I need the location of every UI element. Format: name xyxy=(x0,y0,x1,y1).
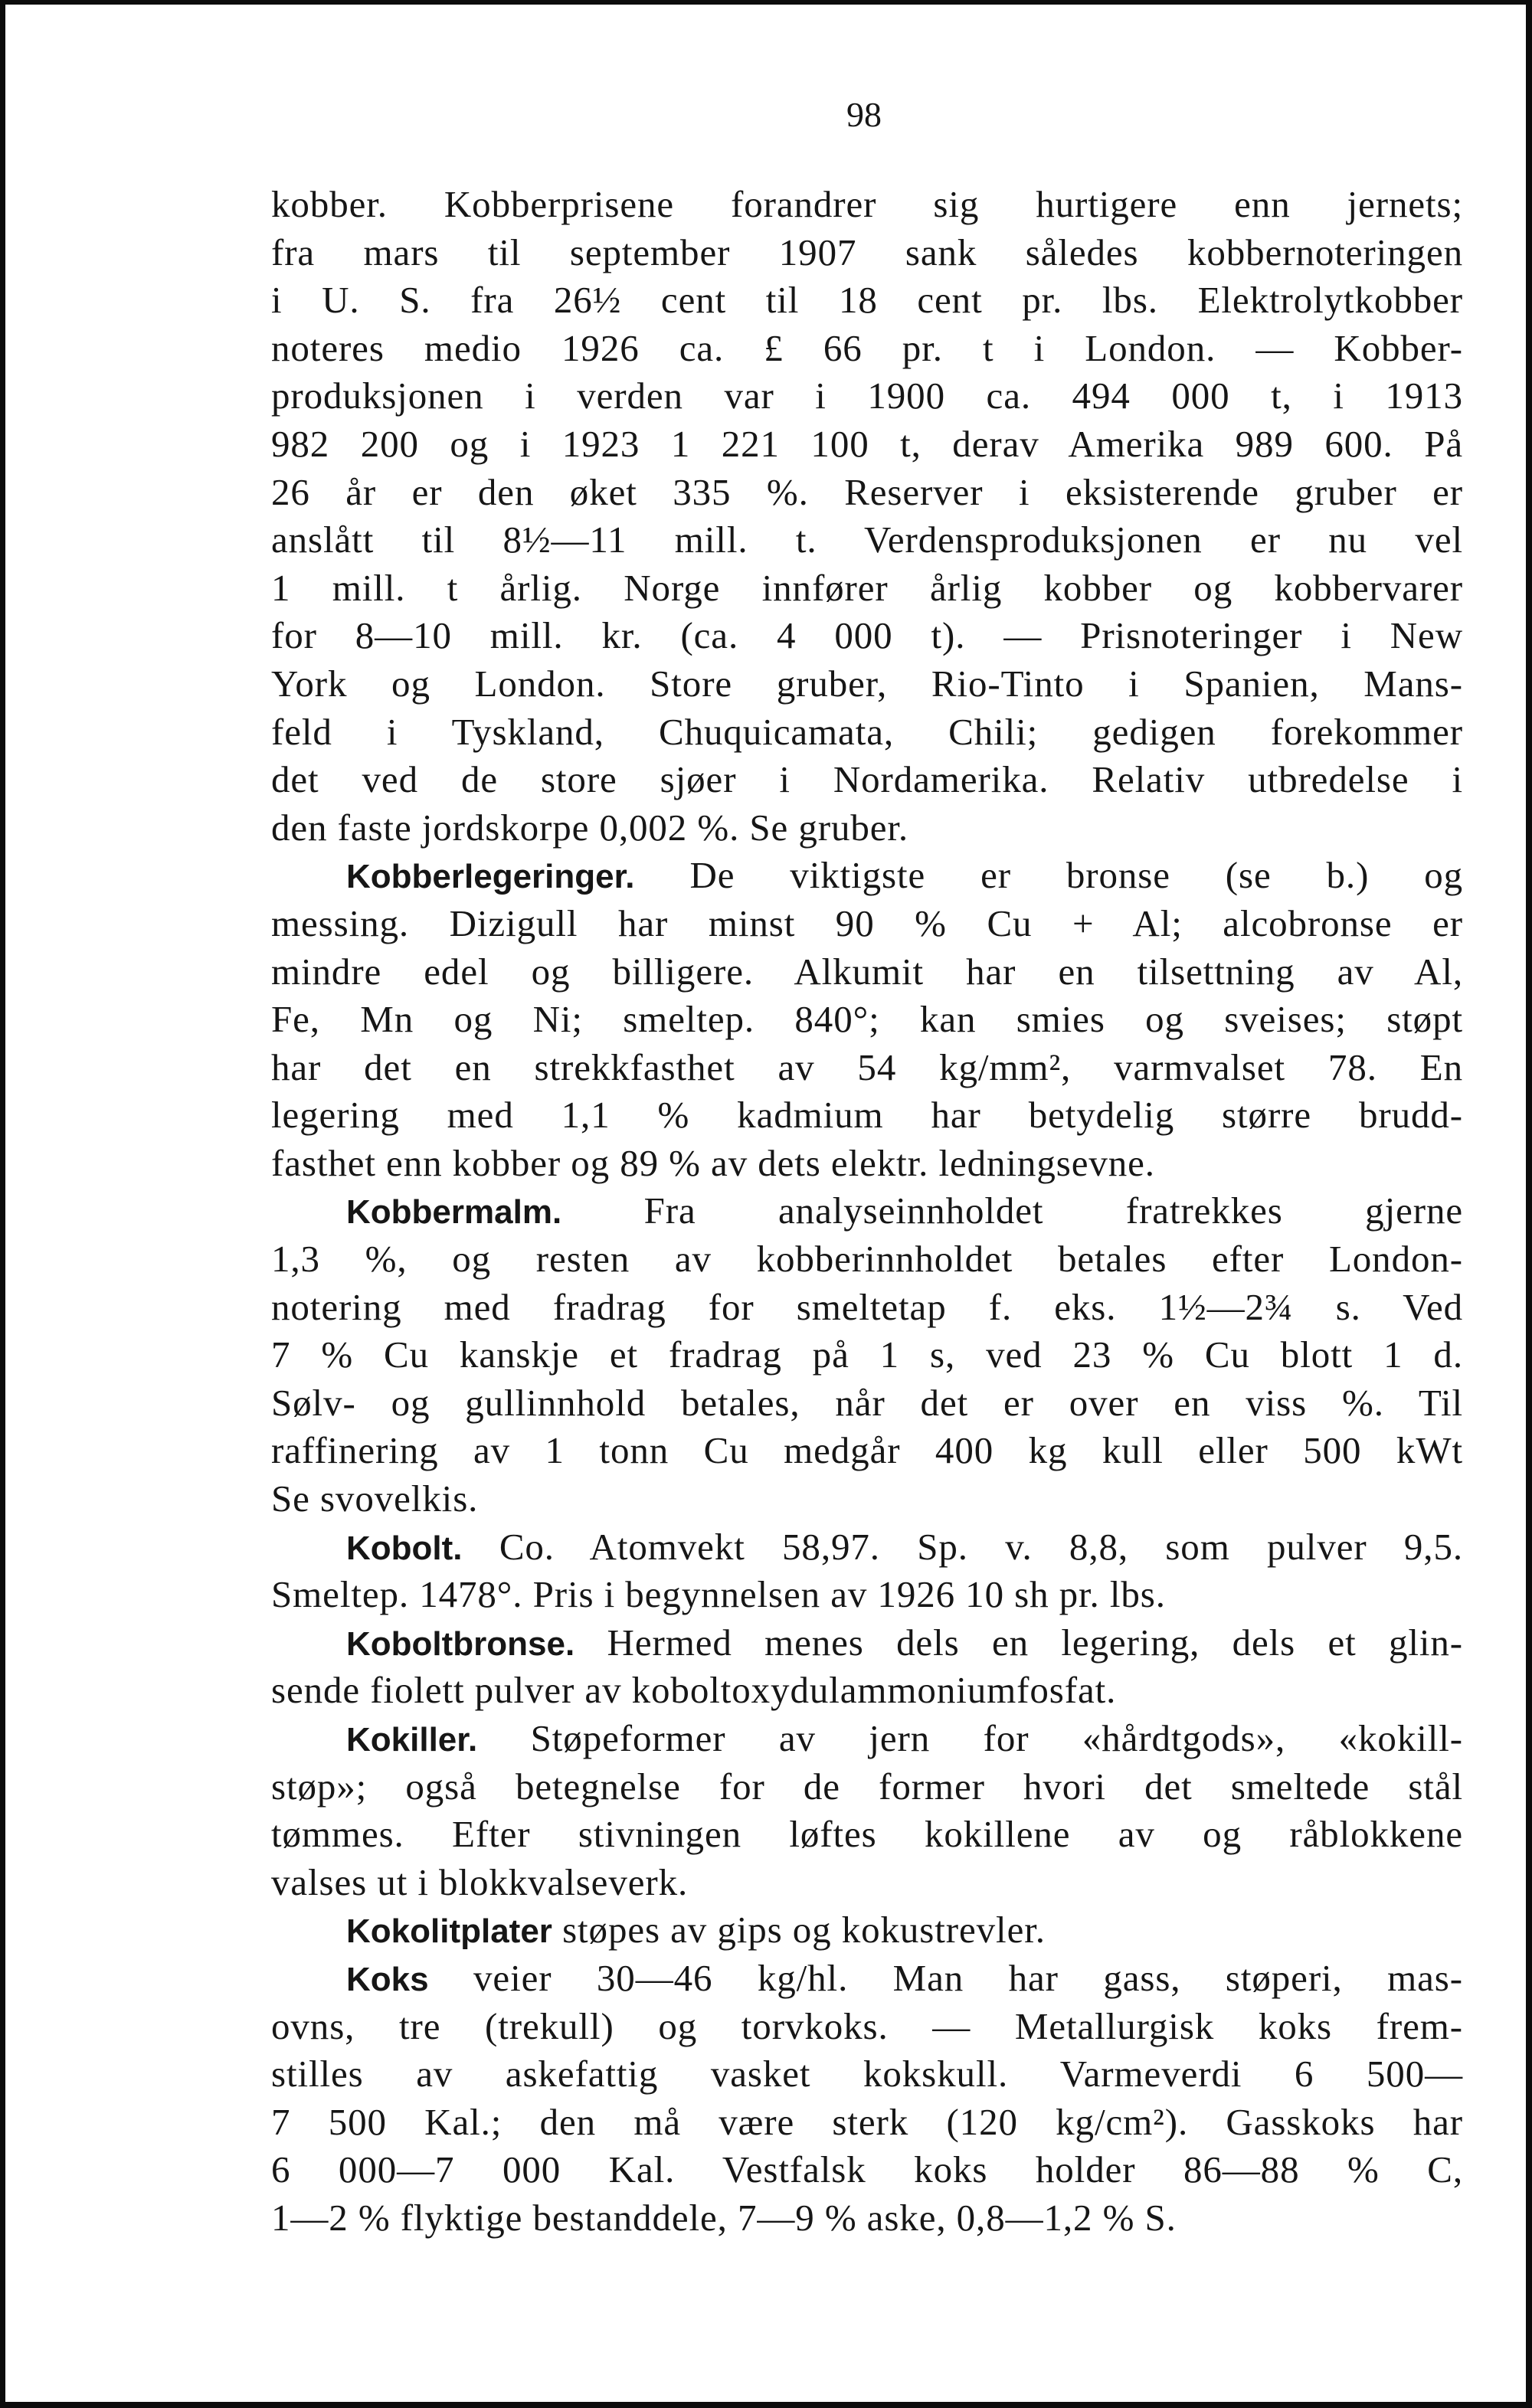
line-text: De viktigste er bronse (se b.) og xyxy=(634,854,1463,897)
text-line xyxy=(271,1187,1463,1235)
line-text: fra mars til september 1907 sank således kobbernoteringen xyxy=(271,231,1463,273)
text-line xyxy=(271,1044,1463,1092)
entry-headword: Koks xyxy=(346,1960,429,1998)
line-text: støpes av gips og kokustrevler. xyxy=(552,1909,1046,1952)
page-number: 98 xyxy=(846,95,882,134)
line-text: Hermed menes dels en legering, dels et glin- xyxy=(574,1621,1463,1664)
text-line xyxy=(271,1763,1463,1811)
line-text: Se svovelkis. xyxy=(271,1477,479,1520)
line-text: raffinering av 1 tonn Cu medgår 400 kg kull eller 500 kWt xyxy=(271,1429,1463,1472)
text-line xyxy=(271,804,1463,852)
text-line xyxy=(271,1235,1463,1284)
line-text: legering med 1,1 % kadmium har betydelig større brudd- xyxy=(271,1094,1463,1137)
line-text: noteres medio 1926 ca. £ 66 pr. t i London. — Kobber- xyxy=(271,326,1463,369)
text-line xyxy=(271,1523,1463,1572)
line-text: 7 % Cu kanskje et fradrag på 1 s, ved 23 % Cu blott 1 d. xyxy=(271,1333,1463,1376)
line-text: stilles av askefattig vasket kokskull. Varmeverdi 6 500— xyxy=(271,2053,1463,2096)
text-line xyxy=(271,2146,1463,2194)
text-line xyxy=(271,1715,1463,1763)
line-text: York og London. Store gruber, Rio-Tinto i Spanien, Mans- xyxy=(271,662,1463,705)
line-text: Sølv- og gullinnhold betales, når det er over en viss %. Til xyxy=(271,1381,1463,1424)
line-text: tømmes. Efter stivningen løftes kokillene av og råblokkene xyxy=(271,1813,1463,1856)
text-line xyxy=(271,2003,1463,2051)
text-line xyxy=(271,996,1463,1044)
text-line xyxy=(271,1475,1463,1523)
text-body xyxy=(271,181,1463,2243)
text-line xyxy=(271,660,1463,708)
text-line xyxy=(271,564,1463,613)
line-text: feld i Tyskland, Chuquicamata, Chili; gedigen forekommer xyxy=(271,710,1463,753)
text-line xyxy=(271,756,1463,804)
line-text: 1 mill. t årlig. Norge innfører årlig kobber og kobbervarer xyxy=(271,566,1463,609)
line-text: messing. Dizigull har minst 90 % Cu + Al; alcobronse er xyxy=(271,901,1463,944)
line-text: 1—2 % flyktige bestanddele, 7—9 % aske, 0,8—1,2 % S. xyxy=(271,2196,1177,2239)
line-text: ovns, tre (trekull) og torvkoks. — Metallurgisk koks frem- xyxy=(271,2004,1463,2047)
text-line xyxy=(271,1906,1463,1955)
text-line xyxy=(271,469,1463,517)
text-line xyxy=(271,948,1463,996)
line-text: Støpeformer av jern for «hårdtgods», «kokill- xyxy=(477,1717,1463,1759)
text-line xyxy=(271,276,1463,325)
scan-border-bottom xyxy=(0,2402,1532,2408)
text-line xyxy=(271,420,1463,469)
line-text: 6 000—7 000 Kal. Vestfalsk koks holder 86—88 % C, xyxy=(271,2148,1463,2191)
book-page xyxy=(271,90,1463,2243)
entry-headword: Kokolitplater xyxy=(346,1912,552,1951)
line-text: i U. S. fra 26½ cent til 18 cent pr. lbs. Elektrolytkobber xyxy=(271,279,1463,322)
text-line xyxy=(271,372,1463,420)
text-line xyxy=(271,1859,1463,1907)
line-text: har det en strekkfasthet av 54 kg/mm², varmvalset 78. En xyxy=(271,1045,1463,1088)
scan-border-left xyxy=(0,0,5,2408)
line-text: fasthet enn kobber og 89 % av dets elektr. ledningsevne. xyxy=(271,1141,1155,1184)
line-text: 26 år er den øket 335 %. Reserver i eksisterende gruber er xyxy=(271,470,1463,513)
text-line xyxy=(271,181,1463,229)
text-line xyxy=(271,1667,1463,1715)
text-line xyxy=(271,1811,1463,1859)
line-text: 1,3 %, og resten av kobberinnholdet betales efter London- xyxy=(271,1238,1463,1281)
line-text: produksjonen i verden var i 1900 ca. 494 000 t, i 1913 xyxy=(271,375,1463,417)
line-text: valses ut i blokkvalseverk. xyxy=(271,1860,689,1903)
entry-headword: Kokiller. xyxy=(346,1721,478,1759)
text-line xyxy=(271,229,1463,277)
line-text: Fe, Mn og Ni; smeltep. 840°; kan smies og sveises; støpt xyxy=(271,998,1463,1041)
text-line xyxy=(271,2194,1463,2243)
line-text: Co. Atomvekt 58,97. Sp. v. 8,8, som pulver 9,5. xyxy=(462,1525,1463,1568)
text-line xyxy=(271,1619,1463,1667)
text-line xyxy=(271,852,1463,900)
scan-border-right xyxy=(1526,0,1532,2408)
text-line xyxy=(271,1284,1463,1332)
entry-headword: Kobberlegeringer. xyxy=(346,858,635,896)
text-line xyxy=(271,900,1463,948)
line-text: sende fiolett pulver av koboltoxydulammoniumfosfat. xyxy=(271,1669,1117,1712)
text-line xyxy=(271,1427,1463,1475)
line-text: 7 500 Kal.; den må være sterk (120 kg/cm²). Gasskoks har xyxy=(271,2100,1463,2143)
text-line xyxy=(271,612,1463,660)
text-line xyxy=(271,708,1463,757)
line-text: 982 200 og i 1923 1 221 100 t, derav Amerika 989 600. På xyxy=(271,422,1463,465)
text-line xyxy=(271,1140,1463,1188)
entry-headword: Kobolt. xyxy=(346,1529,463,1567)
line-text: Smeltep. 1478°. Pris i begynnelsen av 1926 10 sh pr. lbs. xyxy=(271,1573,1166,1616)
line-text: for 8—10 mill. kr. (ca. 4 000 t). — Prisnoteringer i New xyxy=(271,614,1463,657)
entry-headword: Kobbermalm. xyxy=(346,1193,562,1232)
text-line xyxy=(271,1379,1463,1428)
line-text: støp»; også betegnelse for de former hvori det smeltede stål xyxy=(271,1765,1463,1808)
line-text: det ved de store sjøer i Nordamerika. Relativ utbredelse i xyxy=(271,758,1463,801)
text-line xyxy=(271,1955,1463,2003)
line-text: veier 30—46 kg/hl. Man har gass, støperi, mas- xyxy=(428,1956,1463,1999)
text-line xyxy=(271,2050,1463,2099)
text-line xyxy=(271,1091,1463,1140)
text-line xyxy=(271,325,1463,373)
text-line xyxy=(271,516,1463,564)
scan-border-top xyxy=(0,0,1532,5)
line-text: mindre edel og billigere. Alkumit har en tilsettning av Al, xyxy=(271,950,1463,993)
line-text: anslått til 8½—11 mill. t. Verdensproduksjonen er nu vel xyxy=(271,519,1463,561)
text-line xyxy=(271,1331,1463,1379)
text-line xyxy=(271,2099,1463,2147)
text-line xyxy=(271,1571,1463,1619)
line-text: kobber. Kobberprisene forandrer sig hurtigere enn jernets; xyxy=(271,183,1463,225)
line-text: den faste jordskorpe 0,002 %. Se gruber. xyxy=(271,806,909,849)
line-text: Fra analyseinnholdet fratrekkes gjerne xyxy=(561,1189,1463,1232)
line-text: notering med fradrag for smeltetap f. eks. 1½—2¾ s. Ved xyxy=(271,1285,1463,1328)
entry-headword: Koboltbronse. xyxy=(346,1624,575,1663)
